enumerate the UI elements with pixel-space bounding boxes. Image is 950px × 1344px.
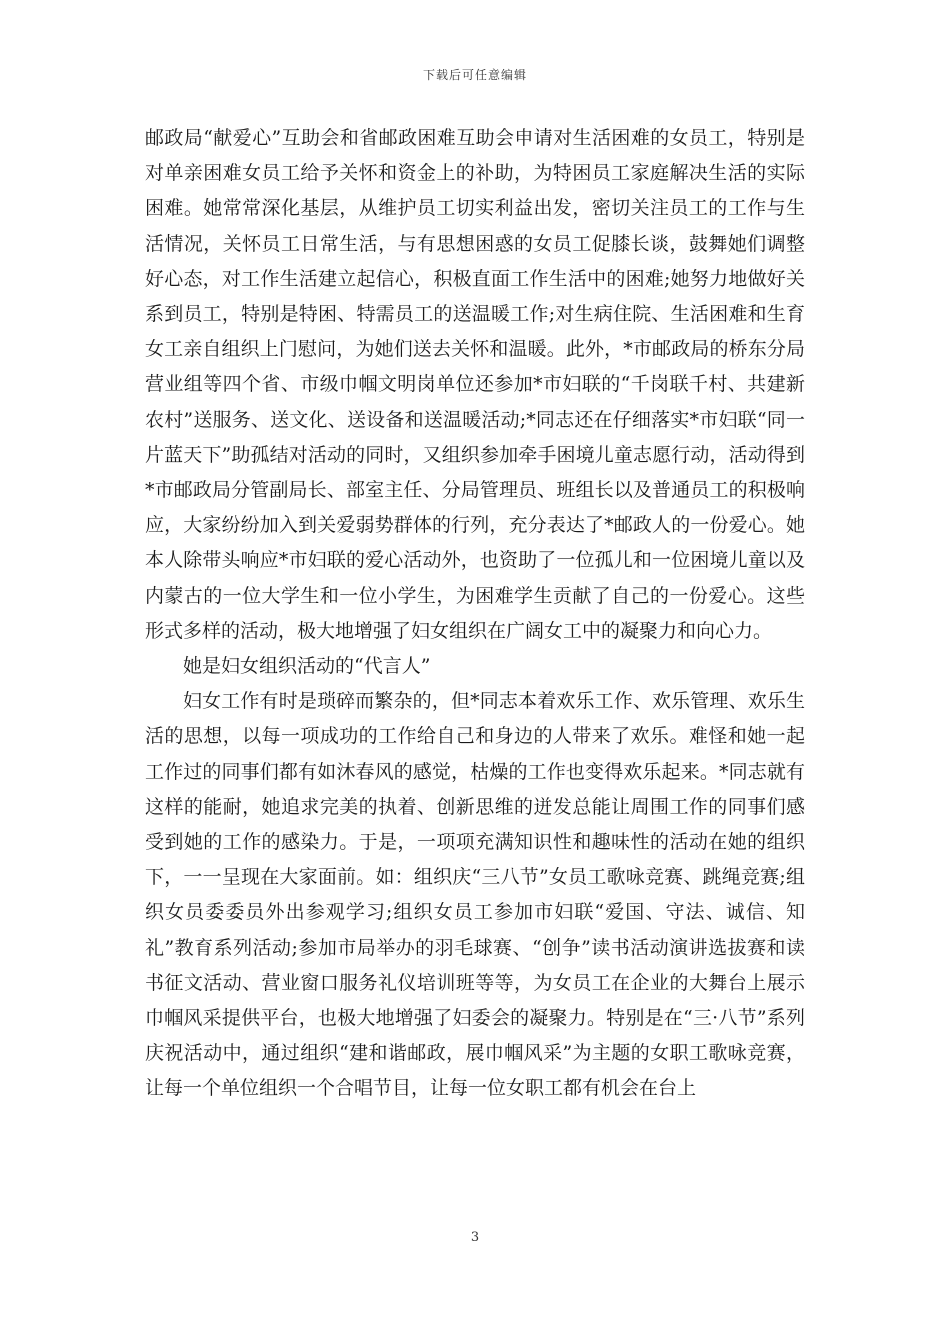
document-body (145, 121, 805, 1107)
paragraph-continued: 邮政局“献爱心”互助会和省邮政困难互助会申请对生活困难的女员工，特别是对单亲困难女员工给予关怀和资金上的补助，为特困员工家庭解决生活的实际困难。她常常深化基层，从维护员工切实利益出发，密切关注员工的工作与生活情况，关怀员工日常生活，与有思想困惑的女员工促膝长谈，鼓舞她们调整好心态，对工作生活建立起信心，积极直面工作生活中的困难;她努力地做好关系到员工，特别是特困、特需员工的送温暖工作;对生病住院、生活困难和生育女工亲自组织上门慰问，为她们送去关怀和温暖。此外，*市邮政局的桥东分局营业组等四个省、市级巾帼文明岗单位还参加*市妇联的“千岗联千村、共建新农村”送服务、送文化、送设备和送温暖活动;*同志还在仔细落实*市妇联“同一片蓝天下”助孤结对活动的同时，又组织参加牵手困境儿童志愿行动，活动得到*市邮政局分管副局长、部室主任、分局管理员、班组长以及普通员工的积极响应，大家纷纷加入到关爱弱势群体的行列，充分表达了*邮政人的一份爱心。她本人除带头响应*市妇联的爱心活动外，也资助了一位孤儿和一位困境儿童以及内蒙古的一位大学生和一位小学生，为困难学生贡献了自己的一份爱心。这些形式多样的活动，极大地增强了妇女组织在广阔女工中的凝聚力和向心力。 (145, 127, 805, 642)
paragraph: 妇女工作有时是琐碎而繁杂的，但*同志本着欢乐工作、欢乐管理、欢乐生活的思想，以每一项成功的工作给自己和身边的人带来了欢乐。难怪和她一起工作过的同事们都有如沐春风的感觉，枯燥的工作也变得欢乐起来。*同志就有这样的能耐，她追求完美的执着、创新思维的迸发总能让周围工作的同事们感受到她的工作的感染力。于是，一项项充满知识性和趣味性的活动在她的组织下，一一呈现在大家面前。如：组织庆“三八节”女员工歌咏竞赛、跳绳竞赛;组织女员委委员外出参观学习;组织女员工参加市妇联“爱国、守法、诚信、知礼”教育系列活动;参加市局举办的羽毛球赛、“创争”读书活动演讲选拔赛和读书征文活动、营业窗口服务礼仪培训班等等，为女员工在企业的大舞台上展示巾帼风采提供平台，也极大地增强了妇委会的凝聚力。特别是在“三·八节”系列庆祝活动中，通过组织“建和谐邮政，展巾帼风采”为主题的女职工歌咏竞赛，让每一个单位组织一个合唱节目，让每一位女职工都有机会在台上 (145, 690, 805, 1100)
section-heading: 她是妇女组织活动的“代言人” (183, 655, 431, 678)
page-header: 下载后可任意编辑 (422, 68, 527, 82)
page-number: 3 (470, 1230, 480, 1245)
